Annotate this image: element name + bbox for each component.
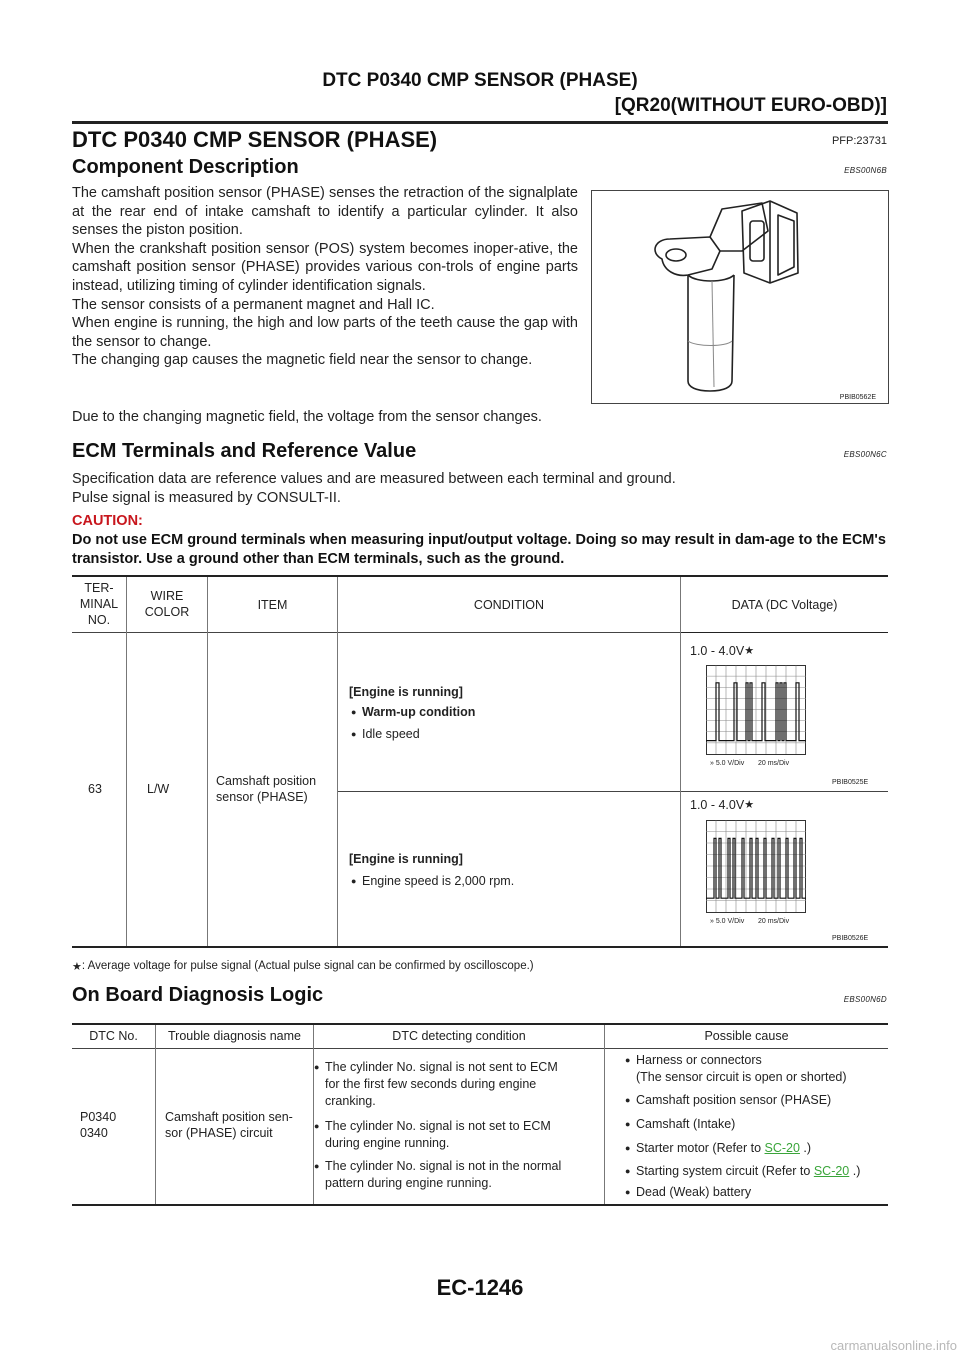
detecting-condition: ● The cylinder No. signal is not set to ECM during engine running. <box>325 1118 551 1152</box>
watermark: carmanualsonline.info <box>830 1338 957 1353</box>
oscilloscope-waveform <box>706 665 806 768</box>
header-detecting-condition: DTC detecting condition <box>392 1029 526 1043</box>
camshaft-sensor-illustration <box>592 191 888 403</box>
paragraph: When the crankshaft position sensor (POS) system becomes inoper-ative, the camshaft position sensor (PHASE) provides various con-trols of engine parts instead, utilizing timing of cylinder identification signals. <box>72 240 578 294</box>
oscilloscope-waveform <box>706 820 806 926</box>
page-number: EC-1246 <box>436 1275 524 1300</box>
time-scale: 20 ms/Div <box>758 918 790 925</box>
obd-logic-code: EBS00N6D <box>843 995 887 1004</box>
scope-label: PBIB0525E <box>832 779 869 786</box>
waveform-graph <box>706 665 806 768</box>
component-description-code: EBS00N6B <box>844 166 887 175</box>
star-icon: ★ <box>744 645 755 657</box>
paragraph: The sensor consists of a permanent magnet and Hall IC. <box>72 296 435 313</box>
condition-bullet: ● Engine speed is 2,000 rpm. <box>362 873 514 889</box>
terminal-number: 63 <box>88 782 102 796</box>
header-rule <box>72 121 888 124</box>
item-name: Camshaft position sensor (PHASE) <box>216 774 317 804</box>
table-top-rule <box>72 575 888 577</box>
time-scale: 20 ms/Div <box>758 760 790 767</box>
detecting-condition: ● The cylinder No. signal is not in the normal pattern during engine running. <box>325 1158 561 1192</box>
specification-note <box>72 470 676 507</box>
table-footnote: ★: Average voltage for pulse signal (Actual pulse signal can be confirmed by oscilloscope.) <box>72 960 534 973</box>
condition-title: [Engine is running] <box>349 685 463 699</box>
header-condition: CONDITION <box>473 598 545 612</box>
condition-bullet: ● Idle speed <box>362 726 420 742</box>
star-icon: ★ <box>72 961 82 973</box>
section-title: DTC P0340 CMP SENSOR (PHASE) <box>72 127 438 152</box>
sc-20-link[interactable]: SC-20 <box>764 1141 800 1155</box>
component-description-text <box>72 184 578 370</box>
trouble-name: Camshaft position sen- sor (PHASE) circuit <box>165 1110 293 1140</box>
header-item: ITEM <box>257 598 288 612</box>
spec-line: Pulse signal is measured by CONSULT-II. <box>72 489 341 506</box>
header-trouble-name: Trouble diagnosis name <box>168 1029 301 1043</box>
paragraph: When engine is running, the high and low parts of the teeth cause the gap with the sensor to change. <box>72 315 578 350</box>
spec-line: Specification data are reference values and are measured between each terminal and ground. <box>72 471 676 487</box>
table-row-rule <box>337 791 888 792</box>
possible-cause: ● Dead (Weak) battery <box>636 1184 751 1200</box>
obd-logic-heading: On Board Diagnosis Logic <box>72 984 324 1006</box>
header-wire-color: WIRE COLOR <box>144 589 190 619</box>
table-header-rule <box>72 1048 888 1049</box>
sc-20-link[interactable]: SC-20 <box>813 1164 850 1178</box>
part-number: PFP:23731 <box>831 135 887 147</box>
waveform-graph <box>706 820 806 926</box>
table-bottom-rule <box>72 946 888 948</box>
header-possible-cause: Possible cause <box>704 1029 789 1043</box>
table-top-rule <box>72 1023 888 1025</box>
condition-bullet: ● Warm-up condition <box>362 704 475 720</box>
volt-scale: » 5.0 V/Div <box>710 918 745 925</box>
figure-label: PBIB0562E <box>839 394 876 401</box>
possible-cause: ● Starter motor (Refer to SC-20 .) <box>636 1140 811 1156</box>
paragraph: The changing gap causes the magnetic field near the sensor to change. <box>72 352 533 369</box>
component-description-heading: Component Description <box>72 156 299 178</box>
data-value: 1.0 - 4.0V★ <box>690 644 755 658</box>
paragraph: The camshaft position sensor (PHASE) senses the retraction of the signalplate at the rear end of intake camshaft to identify a particular cylinder. It also senses the piston position. <box>72 185 578 239</box>
wire-color: L/W <box>147 782 170 796</box>
sensor-figure <box>591 190 889 404</box>
possible-cause: ● Camshaft (Intake) <box>636 1116 735 1132</box>
header-terminal-no: TER- MINAL NO. <box>79 581 119 627</box>
paragraph: Due to the changing magnetic field, the voltage from the sensor changes. <box>72 409 542 425</box>
page-header-subtitle: [QR20(WITHOUT EURO-OBD)] <box>614 95 887 116</box>
dtc-number: P0340 0340 <box>80 1110 117 1140</box>
page-header-title: DTC P0340 CMP SENSOR (PHASE) <box>322 70 638 91</box>
table-bottom-rule <box>72 1204 888 1206</box>
possible-cause: ● Harness or connectors (The sensor circuit is open or shorted) <box>636 1052 847 1086</box>
condition-title: [Engine is running] <box>349 852 463 866</box>
caution-title: CAUTION: <box>72 513 143 529</box>
possible-cause: ● Camshaft position sensor (PHASE) <box>636 1092 831 1108</box>
star-icon: ★ <box>744 799 755 811</box>
detecting-condition: ● The cylinder No. signal is not sent to ECM for the first few seconds during engine cranking. <box>325 1059 558 1110</box>
header-dtc-no: DTC No. <box>89 1029 138 1043</box>
data-value: 1.0 - 4.0V★ <box>690 798 755 812</box>
header-data: DATA (DC Voltage) <box>731 598 838 612</box>
scope-label: PBIB0526E <box>832 935 869 942</box>
ecm-terminals-heading: ECM Terminals and Reference Value <box>72 440 417 462</box>
possible-cause: ● Starting system circuit (Refer to SC-20 .) <box>636 1163 860 1179</box>
ecm-terminals-code: EBS00N6C <box>843 450 887 459</box>
volt-scale: » 5.0 V/Div <box>710 760 745 767</box>
caution-text: Do not use ECM ground terminals when measuring input/output voltage. Doing so may result in dam-age to the ECM's transistor. Use a ground other than ECM terminals, such as the ground. <box>72 532 886 567</box>
